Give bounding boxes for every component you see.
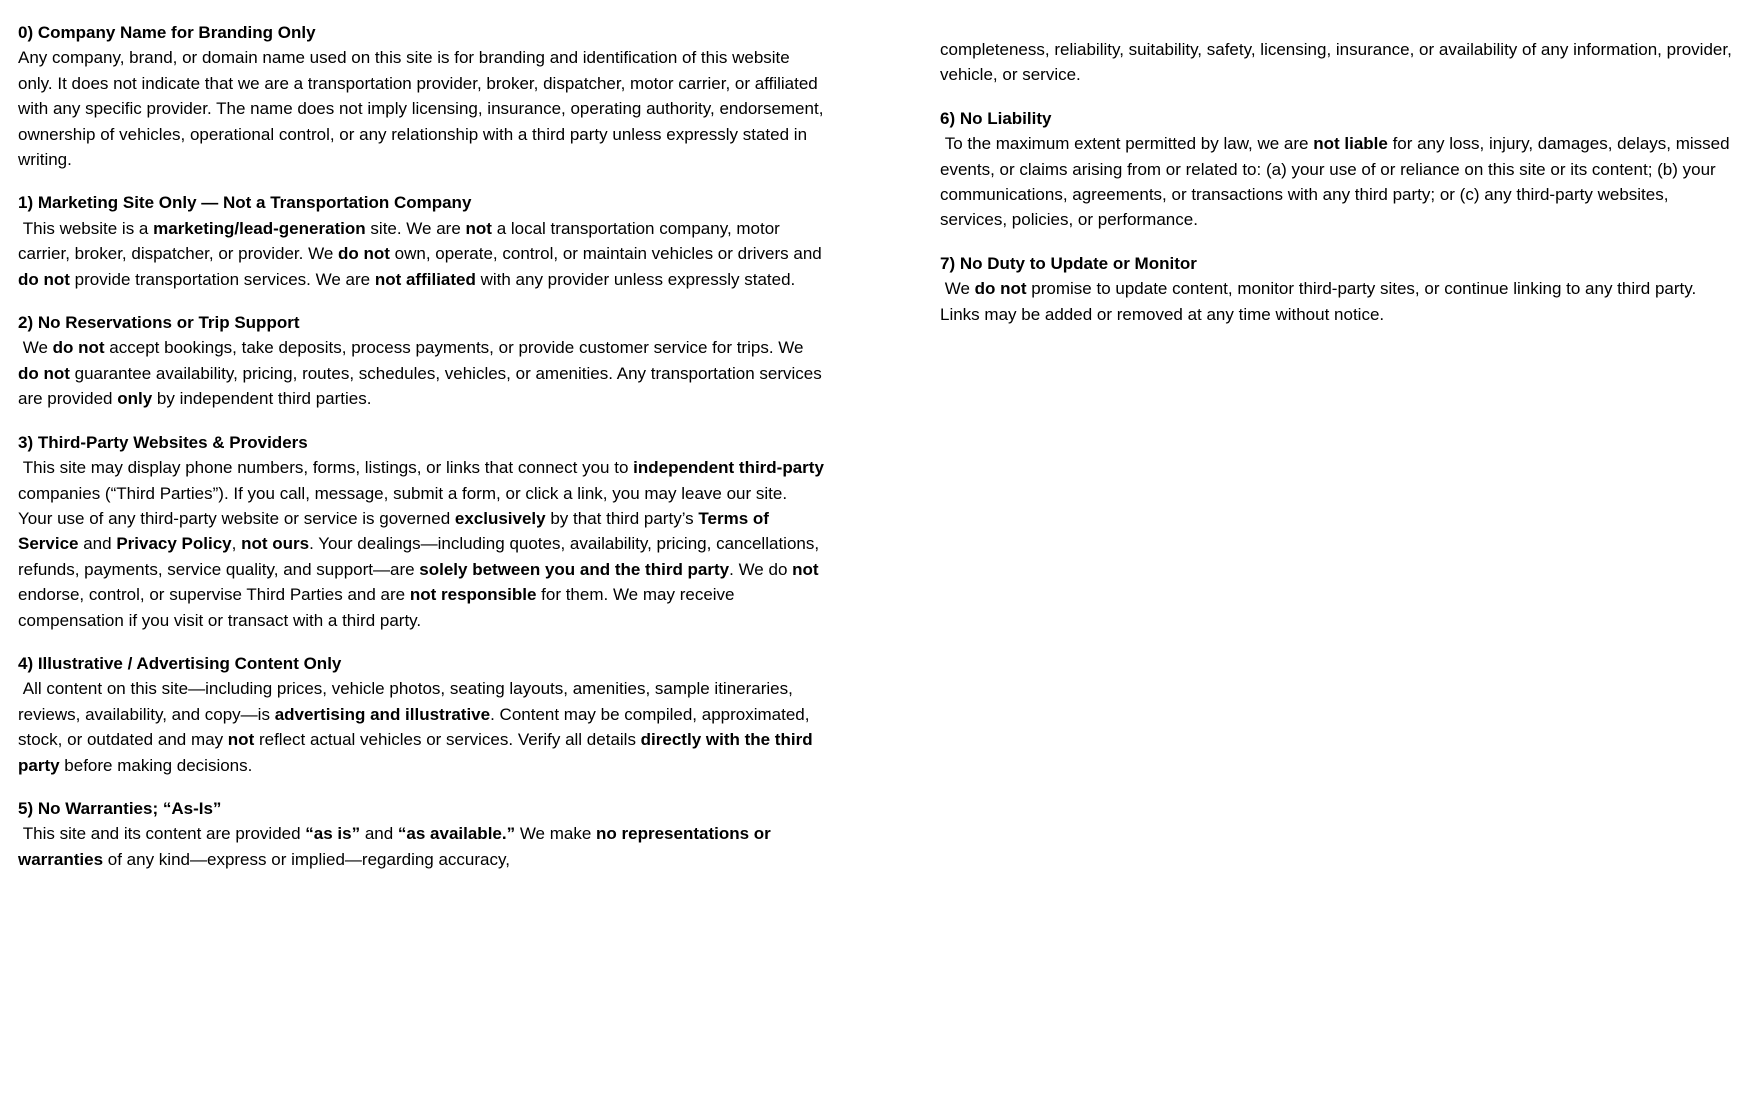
- document-section: [940, 37, 1740, 88]
- text-run: . Content may be compiled, approximated, stock, or outdated and may: [18, 704, 815, 750]
- section-heading: 3) Third-Party Websites & Providers: [18, 432, 308, 452]
- section-paragraph: [18, 821, 824, 872]
- section-paragraph: [18, 216, 827, 292]
- bold-text-run: not ours: [241, 534, 310, 554]
- bold-text-run: not: [227, 730, 255, 750]
- bold-text-run: no representations or warranties: [18, 824, 776, 869]
- section-heading: 6) No Liability: [940, 108, 1052, 128]
- section-heading: 7) No Duty to Update or Monitor: [940, 253, 1197, 273]
- text-run: All content on this site—including prices, vehicle photos, seating layouts, amenities, sample itineraries, reviews, availability, and copy—is: [18, 679, 798, 724]
- section-heading: 4) Illustrative / Advertising Content Only: [18, 653, 342, 673]
- document-section: [940, 106, 1740, 233]
- document-section: [18, 651, 824, 778]
- section-heading: 2) No Reservations or Trip Support: [18, 313, 300, 333]
- bold-text-run: advertising and illustrative: [274, 704, 491, 724]
- bold-text-run: not: [465, 218, 492, 238]
- text-run: by that third party’s: [545, 508, 699, 528]
- text-run: of any kind—express or implied—regarding accuracy,: [103, 849, 510, 869]
- bold-text-run: only: [117, 389, 153, 409]
- bold-text-run: “as available.”: [397, 824, 516, 844]
- text-run: site. We are: [365, 218, 466, 238]
- section-paragraph: [940, 276, 1740, 327]
- bold-text-run: not liable: [1313, 134, 1388, 154]
- text-run: by independent third parties.: [152, 389, 372, 409]
- section-heading: 1) Marketing Site Only — Not a Transportation Company: [18, 193, 472, 213]
- bold-text-run: “as is”: [305, 824, 361, 844]
- text-run: companies (“Third Parties”). If you call, message, submit a form, or click a link, you may leave our site. Your use of any third-party website or service is governed: [18, 458, 829, 528]
- section-paragraph: [940, 37, 1740, 88]
- document-section: [940, 251, 1740, 327]
- bold-text-run: do not: [338, 244, 390, 264]
- text-run: before making decisions.: [59, 755, 253, 775]
- text-run: ,: [231, 534, 242, 554]
- text-run: provide transportation services. We are: [69, 269, 375, 289]
- document-section: [18, 430, 829, 633]
- text-run: with any provider unless expressly stated.: [475, 269, 796, 289]
- text-run: guarantee availability, pricing, routes, schedules, vehicles, or amenities. Any transportation services are provided: [18, 363, 827, 409]
- bold-text-run: not responsible: [409, 585, 537, 605]
- section-paragraph: [18, 45, 829, 172]
- section-paragraph: [18, 676, 824, 778]
- bold-text-run: marketing/lead-generation: [153, 218, 366, 238]
- left-column: [18, 20, 829, 890]
- text-run: We: [18, 338, 53, 358]
- bold-text-run: do not: [18, 269, 70, 289]
- document-section: [18, 190, 827, 292]
- text-run: This website is a: [18, 218, 154, 238]
- text-run: This site may display phone numbers, forms, listings, or links that connect you to: [18, 458, 634, 478]
- text-run: This site and its content are provided: [18, 824, 306, 844]
- section-heading: 0) Company Name for Branding Only: [18, 23, 316, 42]
- bold-text-run: exclusively: [454, 508, 546, 528]
- bold-text-run: solely between you and the third party: [419, 559, 730, 579]
- bold-text-run: independent third-party: [633, 458, 824, 478]
- text-run: a local transportation company, motor carrier, broker, dispatcher, or provider. We: [18, 218, 785, 264]
- text-run: for any loss, injury, damages, delays, missed events, or claims arising from or related to: (a) your use of or reliance on this site or its content; (b) your communications, agreements, or transactions with any third party; or (c) any third-party websites, services, policies, or performance.: [940, 134, 1735, 230]
- text-run: To the maximum extent permitted by law, we are: [940, 134, 1314, 154]
- text-run: completeness, reliability, suitability, safety, licensing, insurance, or availability of any information, provider, vehicle, or service.: [940, 40, 1737, 85]
- text-run: and: [78, 534, 117, 554]
- text-run: and: [360, 824, 398, 844]
- document-section: [18, 20, 829, 172]
- bold-text-run: not: [792, 559, 819, 579]
- document-section: [18, 796, 824, 872]
- bold-text-run: Terms of Service: [18, 508, 774, 554]
- bold-text-run: do not: [974, 279, 1027, 299]
- text-run: Any company, brand, or domain name used on this site is for branding and identification of this website only. It does not indicate that we are a transportation provider, broker, dispatcher, motor carrier, or affiliated with any specific provider. The name does not imply licensing, insurance, operating authority, endorsement, ownership of vehicles, operational control, or any relationship with a third party unless expressly stated in writing.: [18, 48, 829, 170]
- section-paragraph: [18, 335, 827, 411]
- text-run: We: [940, 279, 975, 299]
- section-paragraph: [18, 455, 829, 633]
- text-run: reflect actual vehicles or services. Verify all details: [254, 730, 641, 750]
- text-run: . Your dealings—including quotes, availability, pricing, cancellations, refunds, payments, service quality, and support—are: [18, 534, 824, 579]
- section-paragraph: [940, 131, 1740, 233]
- text-run: . We do: [729, 559, 793, 579]
- text-run: for them. We may receive compensation if you visit or transact with a third party.: [18, 585, 740, 630]
- bold-text-run: do not: [18, 363, 70, 383]
- right-column: [940, 37, 1740, 345]
- text-run: own, operate, control, or maintain vehicles or drivers and: [389, 244, 827, 264]
- bold-text-run: not affiliated: [374, 269, 476, 289]
- document-section: [18, 310, 827, 412]
- text-run: We make: [515, 824, 597, 844]
- text-run: endorse, control, or supervise Third Parties and are: [18, 559, 824, 605]
- bold-text-run: directly with the third party: [18, 730, 818, 775]
- text-run: promise to update content, monitor third-party sites, or continue linking to any third party. Links may be added or removed at any time without notice.: [940, 279, 1701, 324]
- section-heading: 5) No Warranties; “As-Is”: [18, 798, 222, 818]
- bold-text-run: do not: [52, 338, 105, 358]
- text-run: accept bookings, take deposits, process payments, or provide customer service for trips. We: [104, 338, 809, 358]
- bold-text-run: Privacy Policy: [116, 534, 232, 554]
